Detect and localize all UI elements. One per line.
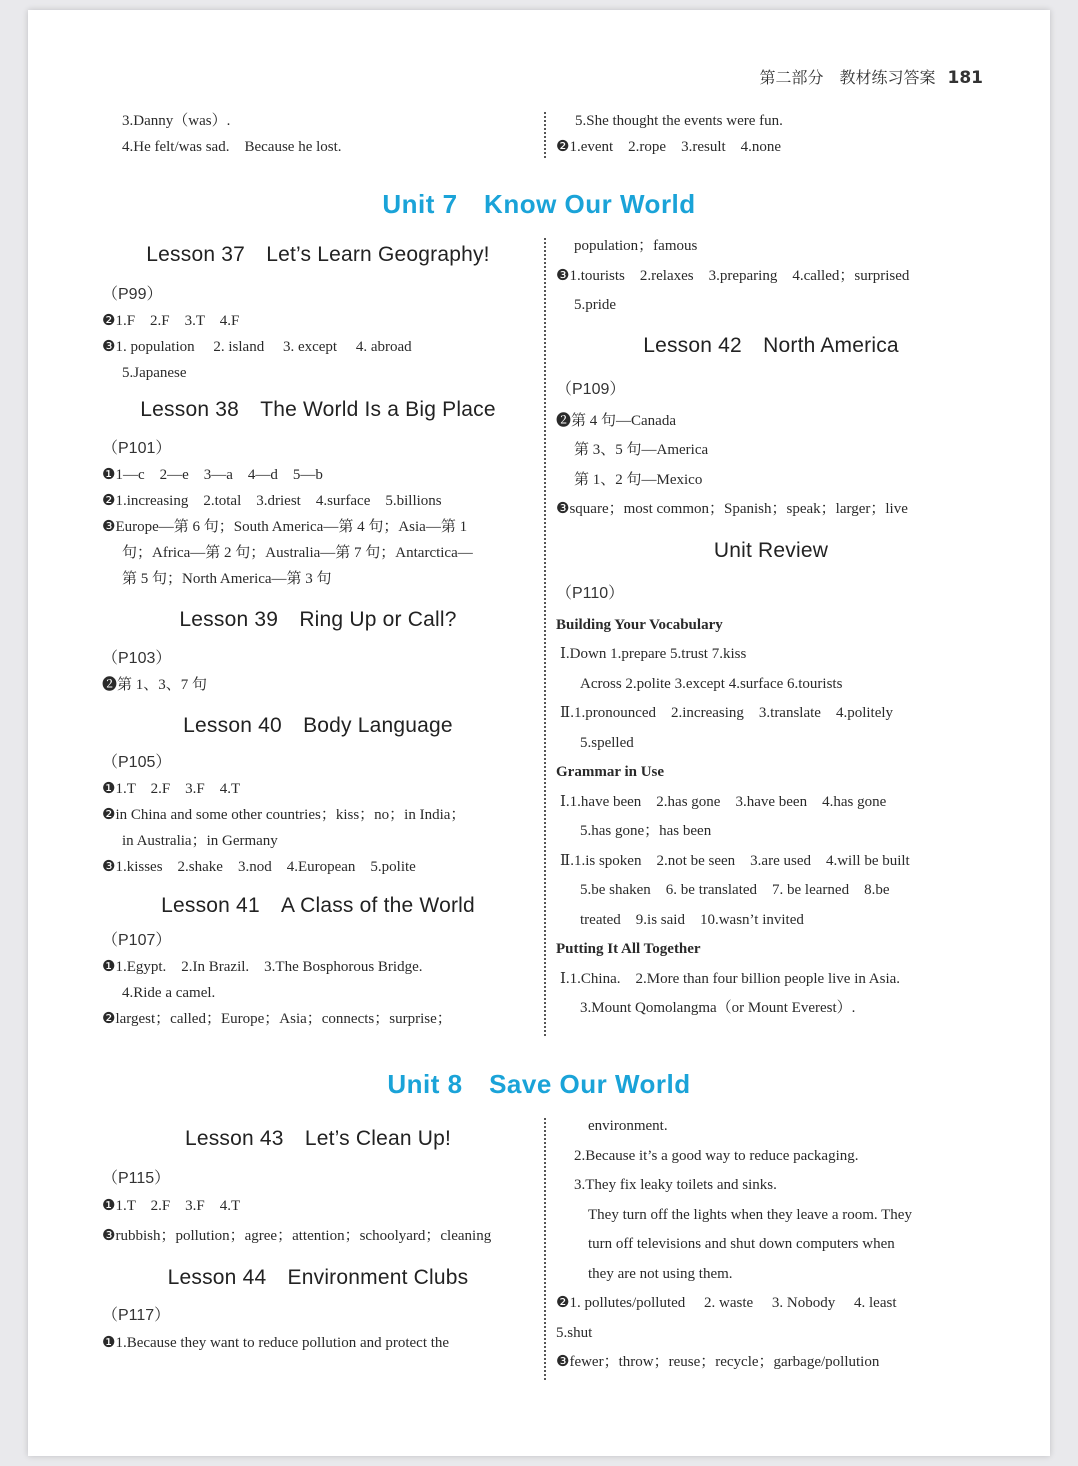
answer-line: ❶1.Because they want to reduce pollution and protect the <box>102 1335 450 1351</box>
answer-line: 3.Danny（was）. <box>122 113 231 129</box>
page-ref: （P105） <box>102 754 172 771</box>
answer-line: ❸1. population 2. island 3. except 4. abroad <box>102 339 412 355</box>
answer-line: they are not using them. <box>588 1265 733 1282</box>
column-divider <box>544 1118 546 1380</box>
lesson-37-title: Lesson 37 Let’s Learn Geography! <box>146 243 490 266</box>
answer-line: 第 3、5 句—America <box>574 442 709 458</box>
top-left-block <box>122 108 554 160</box>
answer-line: They turn off the lights when they leave a room. They <box>588 1206 912 1223</box>
column-divider <box>544 112 546 158</box>
running-header <box>759 65 983 88</box>
page-ref: （P107） <box>102 932 172 949</box>
answer-line: Ⅰ.1.China. 2.More than four billion people live in Asia. <box>560 970 901 987</box>
answer-line: ❶1—c 2—e 3—a 4—d 5—b <box>102 467 323 483</box>
top-right-block <box>556 108 986 160</box>
page-number: 181 <box>947 68 983 88</box>
page-ref: （P117） <box>102 1307 171 1324</box>
unit8-left-column <box>102 1120 534 1359</box>
answer-line: ❷1. pollutes/polluted 2. waste 3. Nobody 4. least <box>556 1295 897 1311</box>
answer-line: 5.has gone；has been <box>580 823 712 839</box>
answer-line: in Australia；in Germany <box>122 833 278 849</box>
lesson-39-title: Lesson 39 Ring Up or Call? <box>179 608 457 631</box>
answer-line: 5.be shaken 6. be translated 7. be learned 8.be <box>580 882 890 898</box>
answer-line: turn off televisions and shut down computers when <box>588 1236 895 1252</box>
putting-together-heading: Putting It All Together <box>556 941 701 957</box>
page-ref: （P101） <box>102 440 172 457</box>
unit7-left-column <box>102 242 534 1032</box>
answer-line: ❷in China and some other countries；kiss；no；in India； <box>102 807 466 823</box>
answer-line: 4.Ride a camel. <box>122 985 216 1001</box>
answer-line: ❶1.Egypt. 2.In Brazil. 3.The Bosphorous Bridge. <box>102 959 423 975</box>
unit7-right-column <box>556 232 986 1024</box>
answer-line: ❸1.tourists 2.relaxes 3.preparing 4.called；surprised <box>556 267 910 284</box>
answer-line: 第 1、2 句—Mexico <box>574 471 703 488</box>
lesson-43-title: Lesson 43 Let’s Clean Up! <box>184 1127 452 1150</box>
answer-line: ❶1.T 2.F 3.F 4.T <box>102 781 241 797</box>
page-ref: （P115） <box>102 1170 171 1187</box>
answer-line: 句；Africa—第 2 句；Australia—第 7 句；Antarctica— <box>122 545 473 561</box>
answer-line: ❷第 4 句—Canada <box>556 412 676 429</box>
answer-line: 2.Because it’s a good way to reduce packaging. <box>574 1147 859 1164</box>
answer-line: 5.spelled <box>580 734 634 751</box>
page-ref: （P99） <box>102 286 163 303</box>
answer-line: ❷1.increasing 2.total 3.driest 4.surface 5.billions <box>102 493 442 509</box>
lesson-42-title: Lesson 42 North America <box>643 333 899 357</box>
answer-line: 5.Japanese <box>122 365 187 381</box>
answer-line: ❶1.T 2.F 3.F 4.T <box>102 1198 241 1214</box>
answer-line: ❸1.kisses 2.shake 3.nod 4.European 5.polite <box>102 859 416 875</box>
answer-line: 5.pride <box>574 297 617 313</box>
answer-line: ❸square；most common；Spanish；speak；larger；live <box>556 501 908 517</box>
lesson-40-title: Lesson 40 Body Language <box>183 714 453 737</box>
lesson-38-title: Lesson 38 The World Is a Big Place <box>140 398 496 421</box>
answer-line: ❸rubbish；pollution；agree；attention；schoolyard；cleaning <box>102 1227 492 1244</box>
page-ref: （P109） <box>556 380 626 398</box>
unit8-title: Unit 8 Save Our World <box>387 1069 691 1099</box>
page-ref: （P103） <box>102 650 172 667</box>
lesson-41-title: Lesson 41 A Class of the World <box>161 894 475 917</box>
answer-line: 3.Mount Qomolangma（or Mount Everest）. <box>580 1000 856 1016</box>
answer-line: ❷第 1、3、7 句 <box>102 677 208 693</box>
section-title: 第二部分 教材练习答案 <box>759 68 936 87</box>
answer-line: Ⅰ.1.have been 2.has gone 3.have been 4.has gone <box>560 793 887 810</box>
answer-line: Ⅱ.1.is spoken 2.not be seen 3.are used 4.will be built <box>560 852 910 869</box>
answer-line: environment. <box>588 1118 668 1134</box>
answer-line: ❷1.F 2.F 3.T 4.F <box>102 313 240 329</box>
answer-line: ❷1.event 2.rope 3.result 4.none <box>556 139 782 155</box>
answer-line: Ⅱ.1.pronounced 2.increasing 3.translate 4.politely <box>560 705 894 721</box>
answer-line: 4.He felt/was sad. Because he lost. <box>122 139 342 155</box>
unit7-title: Unit 7 Know Our World <box>382 189 696 219</box>
answer-line: 5.She thought the events were fun. <box>575 113 783 129</box>
answer-line: Across 2.polite 3.except 4.surface 6.tourists <box>580 675 843 692</box>
answer-line: ❷largest；called；Europe；Asia；connects；surprise； <box>102 1011 452 1027</box>
answer-line: population；famous <box>574 238 698 254</box>
answer-line: ❸fewer；throw；reuse；recycle；garbage/pollution <box>556 1354 880 1370</box>
answer-line: ❸Europe—第 6 句；South America—第 4 句；Asia—第 1 <box>102 519 468 535</box>
answer-line: 5.shut <box>556 1324 593 1341</box>
answer-line: 3.They fix leaky toilets and sinks. <box>574 1177 777 1193</box>
answer-line: treated 9.is said 10.wasn’t invited <box>580 911 804 928</box>
column-divider <box>544 238 546 1036</box>
lesson-44-title: Lesson 44 Environment Clubs <box>167 1266 469 1289</box>
page-ref: （P110） <box>556 584 625 602</box>
unit8-right-column <box>556 1112 986 1378</box>
unit-review-title: Unit Review <box>713 538 829 562</box>
vocabulary-heading: Building Your Vocabulary <box>556 616 723 633</box>
answer-line: Ⅰ.Down 1.prepare 5.trust 7.kiss <box>560 646 747 662</box>
grammar-heading: Grammar in Use <box>556 764 665 780</box>
answer-line: 第 5 句；North America—第 3 句 <box>122 571 332 587</box>
